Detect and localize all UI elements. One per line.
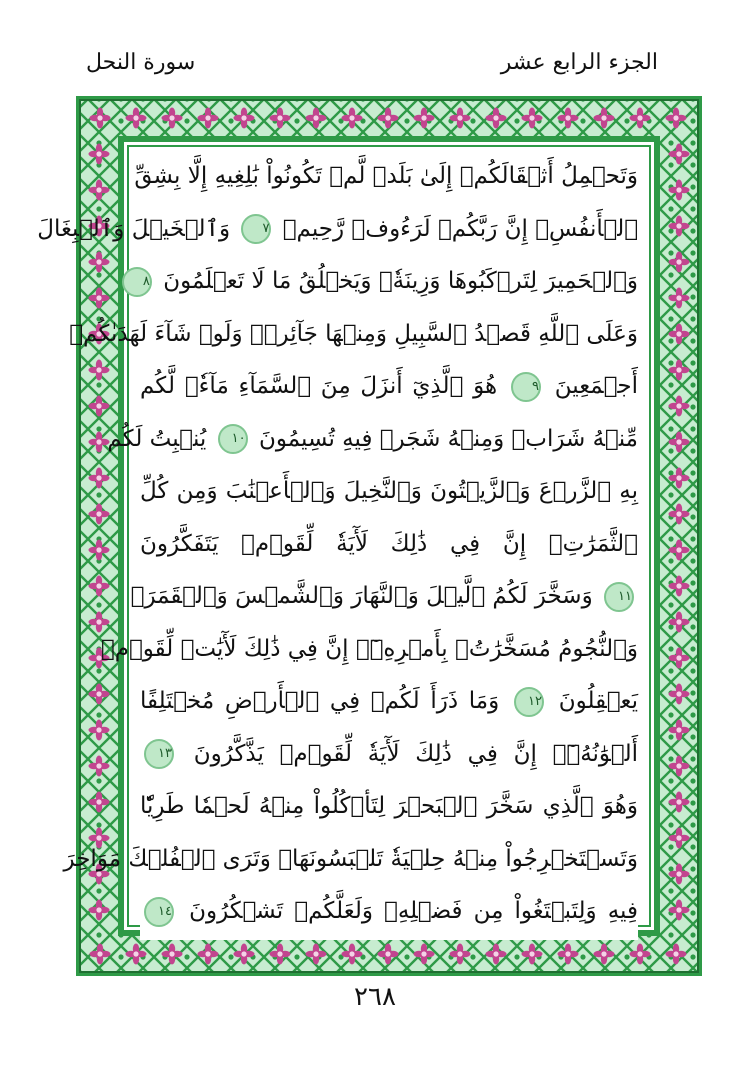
text-line: [140, 465, 638, 517]
verse-text: وَٱلۡخَيۡلَ وَٱلۡبِغَالَ: [37, 215, 231, 242]
surah-title: سورة النحل: [86, 50, 196, 75]
verse-text: يُنۢبِتُ لَكُم: [107, 425, 207, 452]
text-line: [140, 255, 638, 307]
verse-text: وَسَخَّرَ لَكُمُ ٱلَّيۡلَ وَٱلنَّهَارَ وَٱلشَّمۡسَ وَٱلۡقَمَرَۖ: [130, 583, 593, 609]
text-line: [140, 518, 638, 570]
verse-text: وَمَا ذَرَأَ لَكُمۡ فِي ٱلۡأَرۡضِ مُخۡتَلِفًا: [140, 688, 500, 714]
text-line: [140, 885, 638, 937]
text-line: [140, 728, 638, 780]
text-line: [130, 570, 638, 622]
verse-text: بِهِ ٱلزَّرۡعَ وَٱلزَّيۡتُونَ وَٱلنَّخِيلَ وَٱلۡأَعۡنَٰبَ وَمِن كُلِّ: [140, 478, 638, 504]
ayah-number-marker: ١٠: [218, 424, 248, 454]
juz-title: الجزء الرابع عشر: [500, 50, 658, 75]
quran-text-area: [37, 150, 639, 940]
text-line: [37, 203, 638, 255]
text-line: [140, 360, 638, 412]
verse-text: وَٱلۡحَمِيرَ لِتَرۡكَبُوهَا وَزِينَةٗۚ وَيَخۡلُقُ مَا لَا تَعۡلَمُونَ: [163, 268, 638, 294]
text-line: [63, 833, 638, 885]
verse-text: مِّنۡهُ شَرَابٞ وَمِنۡهُ شَجَرٞ فِيهِ تُسِيمُونَ: [258, 425, 638, 452]
verse-text: فِيهِ وَلِتَبۡتَغُواْ مِن فَضۡلِهِۦ وَلَعَلَّكُمۡ تَشۡكُرُونَ: [189, 898, 638, 924]
text-line: [134, 150, 638, 202]
text-line: [100, 623, 638, 675]
verse-text: وَتَسۡتَخۡرِجُواْ مِنۡهُ حِلۡيَةٗ تَلۡبَسُونَهَاۖ وَتَرَى ٱلۡفُلۡكَ مَوَاخِرَ: [63, 845, 638, 872]
verse-text: وَتَحۡمِلُ أَثۡقَالَكُمۡ إِلَىٰ بَلَدٖ لَّمۡ تَكُونُواْ بَٰلِغِيهِ إِلَّا بِشِقِّ: [134, 163, 638, 189]
text-line: [140, 675, 638, 727]
ayah-number-marker: ١٢: [514, 687, 544, 717]
ayah-number-marker: ٧: [241, 214, 271, 244]
verse-text: أَلۡوَٰنُهُۥٓۚ إِنَّ فِي ذَٰلِكَ لَأٓيَةٗ لِّقَوۡمٖ يَذَّكَّرُونَ: [193, 740, 639, 767]
text-line: [69, 308, 638, 360]
verse-text: وَٱلنُّجُومُ مُسَخَّرَٰتُۢ بِأَمۡرِهِۦٓۚ إِنَّ فِي ذَٰلِكَ لَأٓيَٰتٖ لِّقَوۡمٖ: [100, 635, 638, 662]
verse-text: ٱلۡأَنفُسِۚ إِنَّ رَبَّكُمۡ لَرَءُوفٞ رَّحِيمٞ: [282, 215, 638, 242]
verse-text: يَعۡقِلُونَ: [558, 688, 639, 714]
verse-text: هُوَ ٱلَّذِيٓ أَنزَلَ مِنَ ٱلسَّمَآءِ مَآءٗۖ لَّكُم: [140, 373, 498, 399]
text-line: [107, 413, 638, 465]
ayah-number-marker: ١٤: [144, 897, 174, 927]
verse-text: ٱلثَّمَرَٰتِۚ إِنَّ فِي ذَٰلِكَ لَأٓيَةٗ لِّقَوۡمٖ يَتَفَكَّرُونَ: [140, 530, 638, 557]
page-number: ٢٦٨: [354, 982, 396, 1012]
verse-text: أَجۡمَعِينَ: [554, 373, 639, 399]
text-line: [140, 780, 638, 832]
verse-text: وَهُوَ ٱلَّذِي سَخَّرَ ٱلۡبَحۡرَ لِتَأۡكُلُواْ مِنۡهُ لَحۡمٗا طَرِيّٗا: [140, 793, 638, 819]
verse-text: وَعَلَى ٱللَّهِ قَصۡدُ ٱلسَّبِيلِ وَمِنۡهَا جَآئِرٞۚ وَلَوۡ شَآءَ لَهَدَىٰكُمۡ: [69, 320, 638, 347]
ayah-number-marker: ٩: [511, 372, 541, 402]
ayah-number-marker: ٨: [122, 267, 152, 297]
ayah-number-marker: ١١: [604, 582, 634, 612]
ayah-number-marker: ١٣: [144, 739, 174, 769]
